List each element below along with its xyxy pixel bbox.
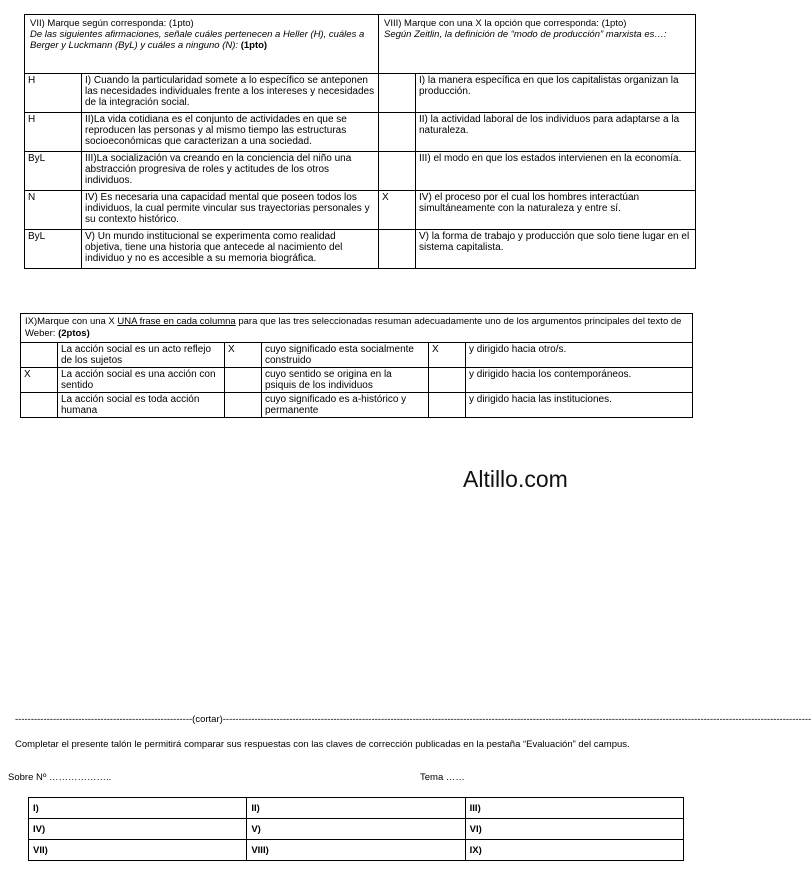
table-row bbox=[25, 74, 696, 113]
section8-option: I) la manera específica en que los capitalistas organizan la producción. bbox=[416, 74, 696, 113]
table-row bbox=[25, 230, 696, 269]
sobre-number-field: Sobre Nº ……………….. bbox=[8, 772, 112, 783]
section9-phrase-col2: cuyo sentido se origina en la psiquis de los individuos bbox=[262, 368, 429, 393]
slip-cell: II) bbox=[247, 798, 465, 819]
cut-line: --------------------------------------------------------(cortar)------------------------------------------------------------------------------------------------------------------------------------------------------------------------------------------ bbox=[15, 714, 811, 725]
questions-vii-viii-table bbox=[24, 14, 696, 269]
section9-mark-col1: X bbox=[21, 368, 58, 393]
section9-mark-col1 bbox=[21, 343, 58, 368]
tema-field: Tema …… bbox=[420, 772, 465, 783]
table-row bbox=[29, 798, 684, 819]
section7-header bbox=[25, 15, 379, 74]
section9-mark-col2 bbox=[225, 393, 262, 418]
slip-cell: VI) bbox=[465, 819, 683, 840]
section7-instruction: De las siguientes afirmaciones, señale cuáles pertenecen a Heller (H), cuáles a Berger y Luckmann (ByL) y cuáles a ninguno (N): (1pto) bbox=[30, 29, 365, 51]
section7-statement: III)La socialización va creando en la conciencia del niño una abstracción progresiva de roles y actitudes de los otros individuos. bbox=[82, 152, 379, 191]
section8-header bbox=[379, 15, 696, 74]
slip-cell: III) bbox=[465, 798, 683, 819]
section7-answer: ByL bbox=[25, 152, 82, 191]
section9-phrase-col1: La acción social es una acción con sentido bbox=[58, 368, 225, 393]
section8-option: IV) el proceso por el cual los hombres interactúan simultáneamente con la naturaleza y entre sí. bbox=[416, 191, 696, 230]
section9-mark-col3 bbox=[429, 368, 466, 393]
section9-phrase-col2: cuyo significado es a-histórico y permanente bbox=[262, 393, 429, 418]
section8-option: V) la forma de trabajo y producción que solo tiene lugar en el sistema capitalista. bbox=[416, 230, 696, 269]
question-ix-table bbox=[20, 313, 693, 418]
section7-answer: H bbox=[25, 74, 82, 113]
section9-mark-col1 bbox=[21, 393, 58, 418]
table-row bbox=[21, 393, 693, 418]
answer-slip-table bbox=[28, 797, 684, 861]
section9-phrase-col1: La acción social es un acto reflejo de los sujetos bbox=[58, 343, 225, 368]
section8-option: II) la actividad laboral de los individuos para adaptarse a la naturaleza. bbox=[416, 113, 696, 152]
section9-phrase-col3: y dirigido hacia las instituciones. bbox=[466, 393, 693, 418]
section9-phrase-col2: cuyo significado esta socialmente construido bbox=[262, 343, 429, 368]
section9-phrase-col3: y dirigido hacia otro/s. bbox=[466, 343, 693, 368]
section9-mark-col3 bbox=[429, 393, 466, 418]
table-row bbox=[25, 191, 696, 230]
section8-title: VIII) Marque con una X la opción que corresponda: (1pto) bbox=[384, 18, 627, 29]
section8-mark bbox=[379, 74, 416, 113]
section7-statement: V) Un mundo institucional se experimenta como realidad objetiva, tiene una historia que antecede al nacimiento del individuo y no es accesible a su memoria biográfica. bbox=[82, 230, 379, 269]
table-row bbox=[29, 840, 684, 861]
section9-mark-col3: X bbox=[429, 343, 466, 368]
section9-mark-col2 bbox=[225, 368, 262, 393]
watermark: Altillo.com bbox=[463, 466, 568, 492]
section8-mark: X bbox=[379, 191, 416, 230]
table-row bbox=[21, 368, 693, 393]
slip-cell: IX) bbox=[465, 840, 683, 861]
section8-mark bbox=[379, 230, 416, 269]
section9-header: IX)Marque con una X UNA frase en cada columna para que las tres seleccionadas resuman adecuadamente uno de los argumentos principales del texto de Weber: (2ptos) bbox=[21, 314, 693, 343]
section8-option: III) el modo en que los estados intervienen en la economía. bbox=[416, 152, 696, 191]
section7-statement: II)La vida cotidiana es el conjunto de actividades en que se reproducen las personas y al mismo tiempo las estructuras socioeconómicas que caracterizan a una sociedad. bbox=[82, 113, 379, 152]
section7-statement: IV) Es necesaria una capacidad mental que poseen todos los individuos, la cual permite vincular sus trayectorias personales y su contexto histórico. bbox=[82, 191, 379, 230]
section9-mark-col2: X bbox=[225, 343, 262, 368]
table-row bbox=[25, 152, 696, 191]
section8-instruction: Según Zeitlin, la definición de “modo de producción” marxista es…: bbox=[384, 29, 667, 40]
table-row bbox=[29, 819, 684, 840]
instructions-note: Completar el presente talón le permitirá comparar sus respuestas con las claves de corrección publicadas en la pestaña “Evaluación” del campus. bbox=[15, 739, 630, 750]
slip-cell: IV) bbox=[29, 819, 247, 840]
slip-cell: VIII) bbox=[247, 840, 465, 861]
table-row bbox=[25, 113, 696, 152]
section9-phrase-col1: La acción social es toda acción humana bbox=[58, 393, 225, 418]
section7-answer: H bbox=[25, 113, 82, 152]
slip-cell: VII) bbox=[29, 840, 247, 861]
section7-answer: N bbox=[25, 191, 82, 230]
section7-statement: I) Cuando la particularidad somete a lo específico se anteponen las necesidades individuales frente a los intereses y necesidades de la integración social. bbox=[82, 74, 379, 113]
slip-cell: V) bbox=[247, 819, 465, 840]
section8-mark bbox=[379, 113, 416, 152]
slip-cell: I) bbox=[29, 798, 247, 819]
table-row bbox=[21, 343, 693, 368]
section7-title: VII) Marque según corresponda: (1pto) bbox=[30, 18, 194, 29]
section7-answer: ByL bbox=[25, 230, 82, 269]
section8-mark bbox=[379, 152, 416, 191]
section9-phrase-col3: y dirigido hacia los contemporáneos. bbox=[466, 368, 693, 393]
